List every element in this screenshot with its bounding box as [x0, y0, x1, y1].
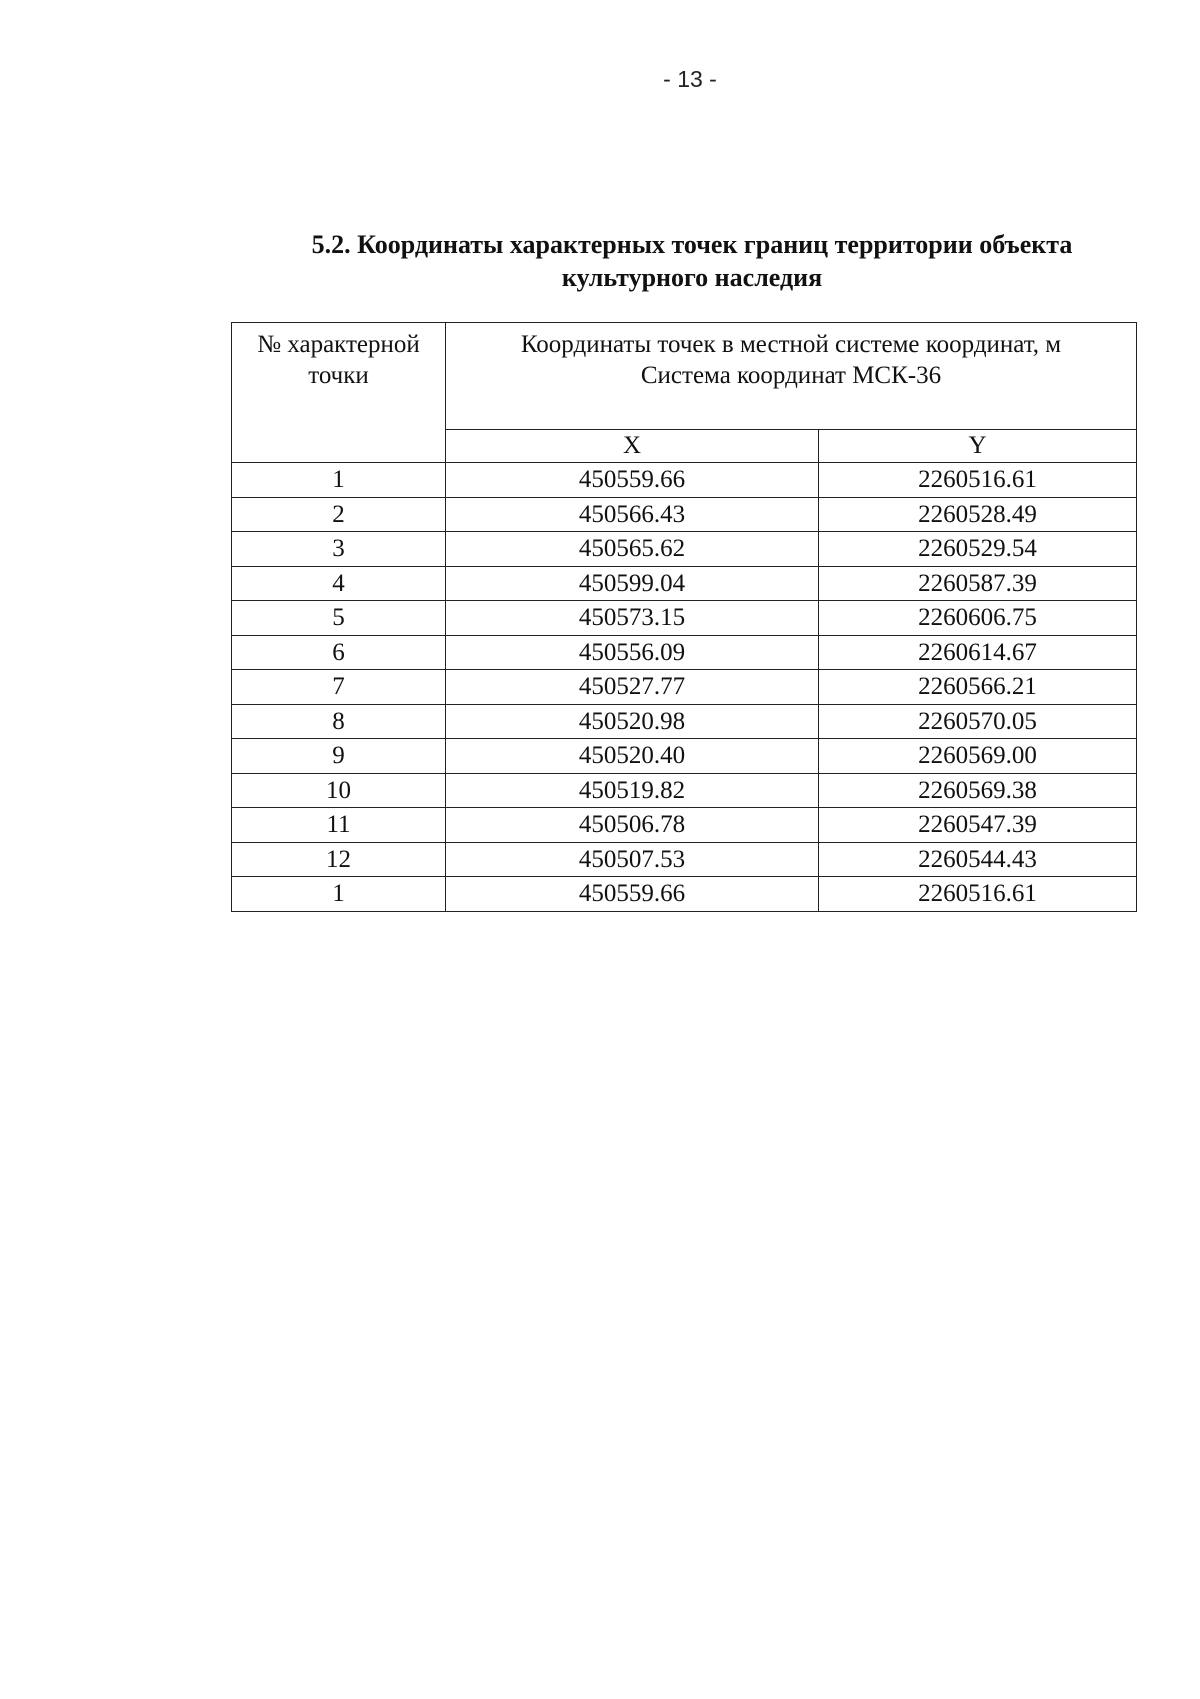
y-coordinate-cell: 2260570.05: [819, 704, 1137, 739]
table-row: [232, 773, 1137, 808]
x-coordinate-cell: 450556.09: [446, 635, 819, 670]
table-row: [232, 670, 1137, 705]
point-number-cell: 10: [232, 773, 446, 808]
coordinates-header-line-2: Система координат МСК-36: [640, 362, 942, 389]
point-number-cell: 4: [232, 566, 446, 601]
table-row: [232, 704, 1137, 739]
table-row: [232, 497, 1137, 532]
table-row: [232, 842, 1137, 877]
table-row: [232, 566, 1137, 601]
point-number-header-line-2: точки: [308, 362, 369, 389]
x-coordinate-cell: 450520.98: [446, 704, 819, 739]
y-coordinate-cell: 2260516.61: [819, 877, 1137, 912]
table-body: [232, 463, 1137, 912]
x-coordinate-cell: 450519.82: [446, 773, 819, 808]
point-number-cell: 1: [232, 463, 446, 498]
coordinates-table: [231, 322, 1137, 912]
x-coordinate-cell: 450566.43: [446, 497, 819, 532]
y-coordinate-cell: 2260516.61: [819, 463, 1137, 498]
y-coordinate-cell: 2260566.21: [819, 670, 1137, 705]
table-row: [232, 877, 1137, 912]
x-coordinate-cell: 450506.78: [446, 808, 819, 843]
coordinates-header-line-1: Координаты точек в местной системе координат, м: [520, 331, 1062, 358]
y-column-header: Y: [819, 430, 1137, 463]
coordinates-header: [446, 323, 1137, 430]
y-coordinate-cell: 2260529.54: [819, 532, 1137, 567]
x-coordinate-cell: 450520.40: [446, 739, 819, 774]
y-coordinate-cell: 2260528.49: [819, 497, 1137, 532]
point-number-cell: 11: [232, 808, 446, 843]
y-coordinate-cell: 2260614.67: [819, 635, 1137, 670]
page-number: - 13 -: [663, 66, 717, 92]
y-coordinate-cell: 2260569.38: [819, 773, 1137, 808]
x-coordinate-cell: 450507.53: [446, 842, 819, 877]
x-coordinate-cell: 450559.66: [446, 877, 819, 912]
y-coordinate-cell: 2260569.00: [819, 739, 1137, 774]
point-number-cell: 8: [232, 704, 446, 739]
table-row: [232, 808, 1137, 843]
x-coordinate-cell: 450565.62: [446, 532, 819, 567]
point-number-cell: 1: [232, 877, 446, 912]
y-coordinate-cell: 2260544.43: [819, 842, 1137, 877]
y-coordinate-cell: 2260606.75: [819, 601, 1137, 636]
point-number-header: [232, 323, 446, 463]
section-title-line-1: 5.2. Координаты характерных точек границ территории объекта: [311, 230, 1073, 259]
table-row: [232, 635, 1137, 670]
x-coordinate-cell: 450573.15: [446, 601, 819, 636]
table-row: [232, 463, 1137, 498]
x-coordinate-cell: 450527.77: [446, 670, 819, 705]
x-column-header: X: [446, 430, 819, 463]
table-header: [232, 323, 1137, 463]
table-row: [232, 601, 1137, 636]
point-number-cell: 9: [232, 739, 446, 774]
point-number-cell: 6: [232, 635, 446, 670]
x-coordinate-cell: 450599.04: [446, 566, 819, 601]
point-number-header-line-1: № характерной: [257, 331, 420, 358]
x-coordinate-cell: 450559.66: [446, 463, 819, 498]
point-number-cell: 5: [232, 601, 446, 636]
point-number-cell: 3: [232, 532, 446, 567]
y-coordinate-cell: 2260587.39: [819, 566, 1137, 601]
section-title: [262, 228, 1122, 294]
point-number-cell: 12: [232, 842, 446, 877]
table-row: [232, 532, 1137, 567]
y-coordinate-cell: 2260547.39: [819, 808, 1137, 843]
section-title-line-2: культурного наследия: [561, 263, 823, 292]
table-row: [232, 739, 1137, 774]
table-header-row: [232, 323, 1137, 430]
point-number-cell: 2: [232, 497, 446, 532]
point-number-cell: 7: [232, 670, 446, 705]
